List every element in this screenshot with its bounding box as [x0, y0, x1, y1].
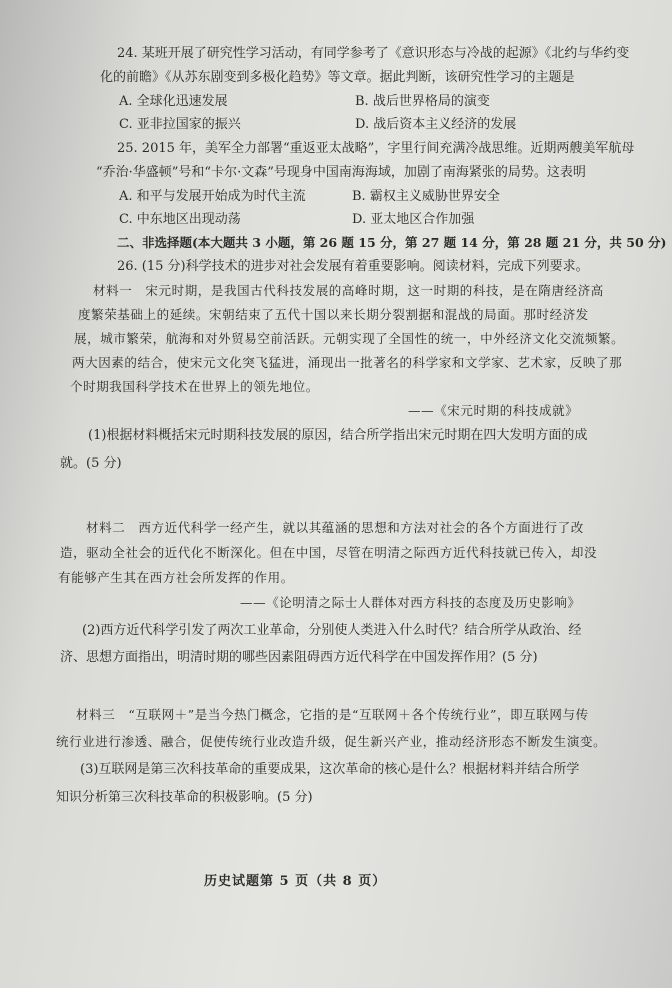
- material1-line4: 两大因素的结合，使宋元文化突飞猛进，涌现出一批著名的科学家和文学家、艺术家，反映了那: [72, 355, 623, 370]
- q24-stem-line1: 24. 某班开展了研究性学习活动，有同学参考了《意识形态与冷战的起源》《北约与华约变: [117, 46, 630, 61]
- q24-option-a: A. 全球化迅速发展: [119, 94, 228, 109]
- material2-source: ——《论明清之际士人群体对西方科技的态度及历史影响》: [240, 595, 581, 610]
- q24-stem-line2: 化的前瞻》《从苏东剧变到多极化趋势》等文章。据此判断，该研究性学习的主题是: [100, 70, 575, 85]
- material3-line1: 材料三 “互联网＋”是当今热门概念，它指的是“互联网＋各个传统行业”，即互联网与传: [76, 707, 589, 722]
- q25-stem-line2: “乔治·华盛顿”号和“卡尔·文森”号现身中国南海海域，加剧了南海紧张的局势。这表明: [96, 165, 586, 180]
- q26-sub2-line2: 济、思想方面指出，明清时期的哪些因素阻碍西方近代科学在中国发挥作用？(5 分): [60, 650, 538, 665]
- q26-sub3-line1: (3)互联网是第三次科技革命的重要成果，这次革命的核心是什么？根据材料并结合所学: [80, 762, 580, 777]
- q24-option-d: D. 战后资本主义经济的发展: [355, 117, 517, 132]
- material2-line3: 有能够产生其在西方社会所发挥的作用。: [58, 570, 294, 585]
- material1-line2: 度繁荣基础上的延续。宋朝结束了五代十国以来长期分裂割据和混战的局面。那时经济发: [78, 307, 589, 322]
- material1-line3: 展，城市繁荣，航海和对外贸易空前活跃。元朝实现了全国性的统一，中外经济文化交流频繁。: [74, 331, 625, 346]
- q25-option-d: D. 亚太地区合作加强: [352, 212, 475, 227]
- section2-title: 二、非选择题(本大题共 3 小题，第 26 题 15 分，第 27 题 14 分，第 28 题 21 分，共 50 分): [117, 235, 667, 250]
- material2-line1: 材料二 西方近代科学一经产生，就以其蕴涵的思想和方法对社会的各个方面进行了改: [86, 520, 584, 535]
- q25-stem-line1: 25. 2015 年，美军全力部署“重返亚太战略”，字里行间充满冷战思维。近期两艘美军航母: [117, 141, 635, 156]
- q26-sub1-line2: 就。(5 分): [60, 456, 122, 471]
- material1-line1: 材料一 宋元时期，是我国古代科技发展的高峰时期，这一时期的科技，是在隋唐经济高: [93, 283, 604, 298]
- material2-line2: 造，驱动全社会的近代化不断深化。但在中国，尽管在明清之际西方近代科技就已传入，却没: [60, 545, 598, 560]
- q25-option-a: A. 和平与发展开始成为时代主流: [119, 189, 306, 204]
- material1-source: ——《宋元时期的科技成就》: [408, 403, 579, 418]
- q26-sub2-line1: (2)西方近代科学引发了两次工业革命，分别使人类进入什么时代？结合所学从政治、经: [82, 623, 582, 638]
- material3-line2: 统行业进行渗透、融合，促使传统行业改造升级，促生新兴产业，推动经济形态不断发生演变。: [56, 734, 607, 749]
- q24-option-c: C. 亚非拉国家的振兴: [119, 117, 241, 132]
- q26-sub3-line2: 知识分析第三次科技革命的积极影响。(5 分): [56, 790, 313, 805]
- q25-option-c: C. 中东地区出现动荡: [119, 212, 241, 227]
- q26-sub1-line1: (1)根据材料概括宋元时期科技发展的原因，结合所学指出宋元时期在四大发明方面的成: [88, 428, 588, 443]
- page-footer: 历史试题第 5 页（共 8 页）: [204, 874, 387, 889]
- q25-option-b: B. 霸权主义威胁世界安全: [352, 189, 500, 204]
- q26-stem: 26. (15 分)科学技术的进步对社会发展有着重要影响。阅读材料，完成下列要求。: [117, 259, 589, 274]
- material1-line5: 个时期我国科学技术在世界上的领先地位。: [70, 379, 319, 394]
- q24-option-b: B. 战后世界格局的演变: [355, 94, 490, 109]
